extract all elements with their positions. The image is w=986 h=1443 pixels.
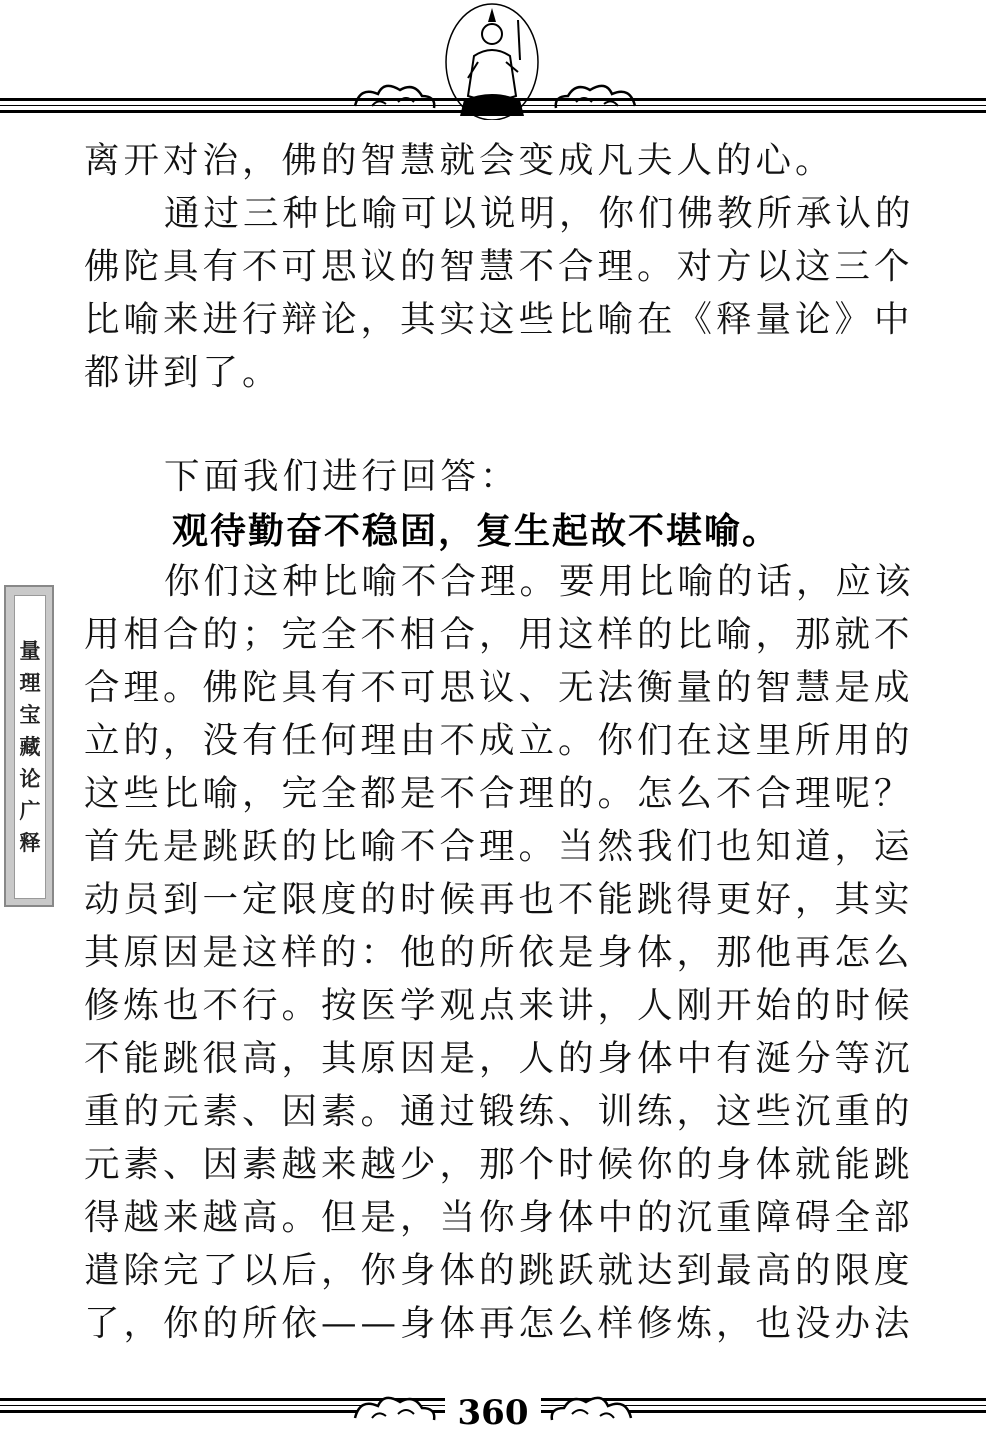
text-line: 其原因是这样的：他的所依是身体，那他再怎么 (84, 932, 914, 973)
text-line: 了，你的所依——身体再怎么样修炼，也没办法 (84, 1303, 914, 1344)
text-line: 用相合的；完全不相合，用这样的比喻，那就不 (84, 614, 914, 655)
book-title-char: 量 (19, 639, 41, 663)
text-line: 你们这种比喻不合理。要用比喻的话，应该 (164, 561, 915, 602)
text-line: 得越来越高。但是，当你身体中的沉重障碍全部 (84, 1197, 914, 1238)
text-line: 这些比喻，完全都是不合理的。怎么不合理呢？ (84, 773, 914, 814)
text-line: 动员到一定限度的时候再也不能跳得更好，其实 (84, 879, 914, 920)
text-line: 遣除完了以后，你身体的跳跃就达到最高的限度 (84, 1250, 914, 1291)
book-title-char: 论 (19, 767, 41, 791)
paragraph-3 (84, 450, 884, 503)
verse-line: 观待勤奋不稳固，复生起故不堪喻。 (172, 511, 781, 552)
cloud-ornament-icon (546, 1388, 636, 1428)
book-title-char: 理 (19, 671, 41, 695)
paragraph-2 (84, 187, 915, 399)
text-line: 不能跳很高，其原因是，人的身体中有涎分等沉 (84, 1038, 914, 1079)
paragraph-1 (84, 134, 884, 187)
text-line: 下面我们进行回答： (164, 456, 520, 497)
text-line: 都讲到了。 (84, 352, 282, 393)
header-rule (0, 98, 986, 117)
text-line: 佛陀具有不可思议的智慧不合理。对方以这三个 (84, 246, 914, 287)
cloud-ornament-icon (350, 1388, 440, 1428)
text-line: 元素、因素越来越少，那个时候你的身体就能跳 (84, 1144, 914, 1185)
book-title-char: 藏 (19, 735, 41, 759)
text-line: 离开对治，佛的智慧就会变成凡夫人的心。 (84, 140, 835, 181)
book-title-char: 宝 (19, 703, 41, 727)
text-line: 重的元素、因素。通过锻练、训练，这些沉重的 (84, 1091, 914, 1132)
book-title-char: 广 (19, 799, 41, 823)
book-title-tab (4, 585, 54, 907)
text-line: 通过三种比喻可以说明，你们佛教所承认的 (164, 193, 915, 234)
page-number: 360 (445, 1393, 541, 1433)
text-line: 合理。佛陀具有不可思议、无法衡量的智慧是成 (84, 667, 914, 708)
book-title-vertical (14, 595, 46, 899)
text-line: 修炼也不行。按医学观点来讲，人刚开始的时候 (84, 985, 914, 1026)
text-line: 比喻来进行辩论，其实这些比喻在《释量论》中 (84, 299, 914, 340)
book-title-char: 释 (19, 831, 41, 855)
text-line: 立的，没有任何理由不成立。你们在这里所用的 (84, 720, 914, 761)
paragraph-4 (84, 555, 915, 1350)
text-line: 首先是跳跃的比喻不合理。当然我们也知道，运 (84, 826, 914, 867)
